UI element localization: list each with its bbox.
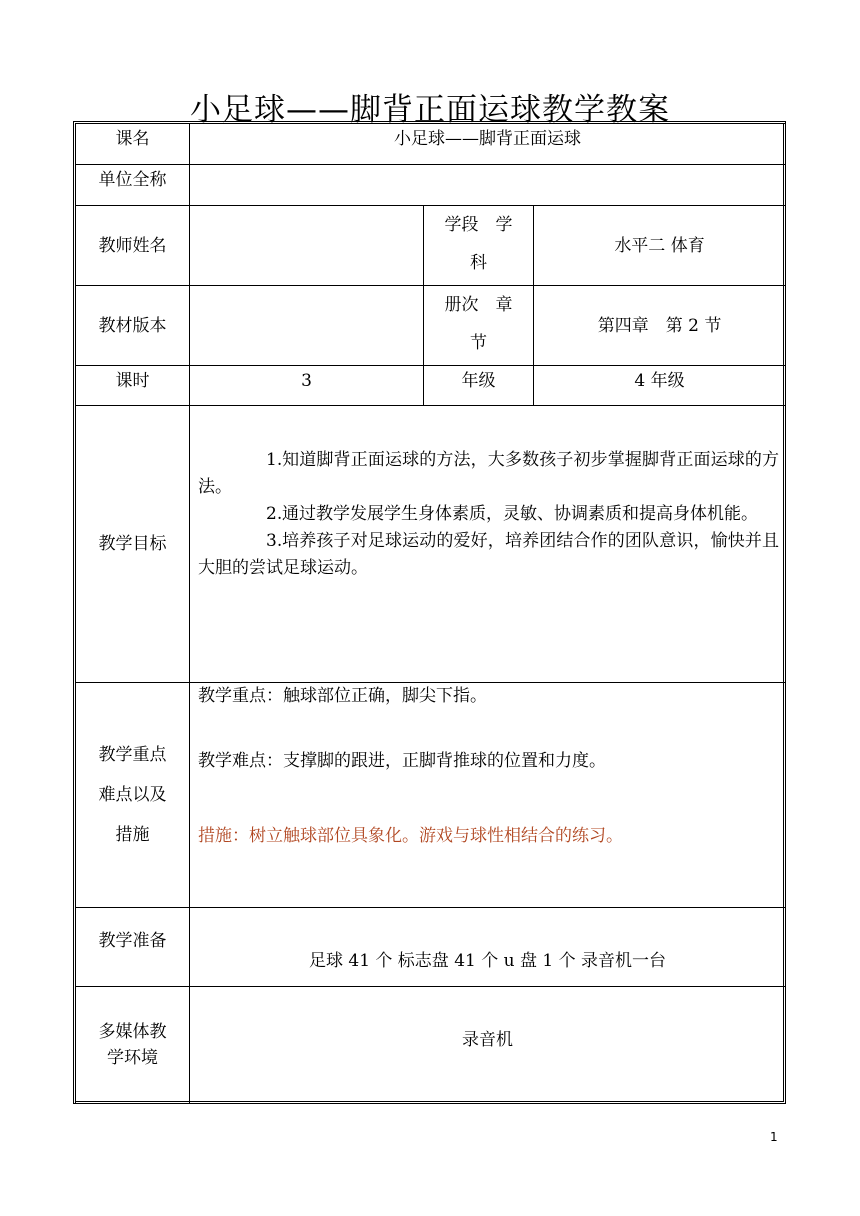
page-number: 1 xyxy=(770,1130,778,1144)
row-period xyxy=(76,366,786,406)
objectives-content xyxy=(190,406,786,683)
row-objectives xyxy=(76,406,786,683)
volume-chapter-label-line2: 节 xyxy=(470,333,487,353)
objective-item: 1.知道脚背正面运球的方法，大多数孩子初步掌握脚背正面运球的方法。 xyxy=(198,449,780,497)
row-textbook xyxy=(76,286,786,366)
document-title: 小足球——脚背正面运球教学教案 xyxy=(190,92,670,128)
teaching-difficulty: 教学难点：支撑脚的跟进，正脚背推球的位置和力度。 xyxy=(198,751,606,771)
row-preparation xyxy=(76,908,786,987)
stage-subject-value: 水平二 体育 xyxy=(534,206,786,286)
course-name-value: 小足球——脚背正面运球 xyxy=(190,124,786,165)
objective-item: 3.培养孩子对足球运动的爱好，培养团结合作的团队意识，愉快并且大胆的尝试足球运动。 xyxy=(198,530,780,578)
multimedia-label xyxy=(76,987,190,1104)
period-value: 3 xyxy=(190,366,424,406)
lesson-plan-table xyxy=(75,123,786,1104)
teaching-measures: 措施：树立触球部位具象化。游戏与球性相结合的练习。 xyxy=(198,826,623,846)
key-points-label-line3: 措施 xyxy=(115,825,150,845)
row-teacher xyxy=(76,206,786,286)
volume-chapter-value: 第四章 第 2 节 xyxy=(534,286,786,366)
row-multimedia xyxy=(76,987,786,1104)
teacher-value xyxy=(190,206,424,286)
key-points-label-line2: 难点以及 xyxy=(98,785,167,805)
textbook-value xyxy=(190,286,424,366)
stage-subject-label xyxy=(424,206,534,286)
stage-subject-label-line2: 科 xyxy=(470,253,487,273)
preparation-label: 教学准备 xyxy=(76,908,190,987)
period-label: 课时 xyxy=(76,366,190,406)
key-points-content xyxy=(190,683,786,908)
row-course-name xyxy=(76,124,786,165)
grade-value: 4 年级 xyxy=(534,366,786,406)
key-points-label xyxy=(76,683,190,908)
row-unit xyxy=(76,165,786,206)
key-points-label-line1: 教学重点 xyxy=(98,745,167,765)
teaching-focus: 教学重点：触球部位正确，脚尖下指。 xyxy=(198,686,487,706)
unit-label: 单位全称 xyxy=(76,165,190,206)
multimedia-label-line2: 学环境 xyxy=(107,1048,158,1068)
multimedia-value: 录音机 xyxy=(190,987,786,1104)
volume-chapter-label xyxy=(424,286,534,366)
course-name-label: 课名 xyxy=(76,124,190,165)
stage-subject-label-line1: 学段 学 xyxy=(444,215,513,235)
teacher-label: 教师姓名 xyxy=(76,206,190,286)
preparation-value: 足球 41 个 标志盘 41 个 u 盘 1 个 录音机一台 xyxy=(190,908,786,987)
textbook-label: 教材版本 xyxy=(76,286,190,366)
volume-chapter-label-line1: 册次 章 xyxy=(444,295,513,315)
grade-label: 年级 xyxy=(424,366,534,406)
row-key-points xyxy=(76,683,786,908)
multimedia-label-line1: 多媒体教 xyxy=(98,1022,167,1042)
objective-item: 2.通过教学发展学生身体素质，灵敏、协调素质和提高身体机能。 xyxy=(266,503,758,524)
objectives-label: 教学目标 xyxy=(76,406,190,683)
unit-value xyxy=(190,165,786,206)
